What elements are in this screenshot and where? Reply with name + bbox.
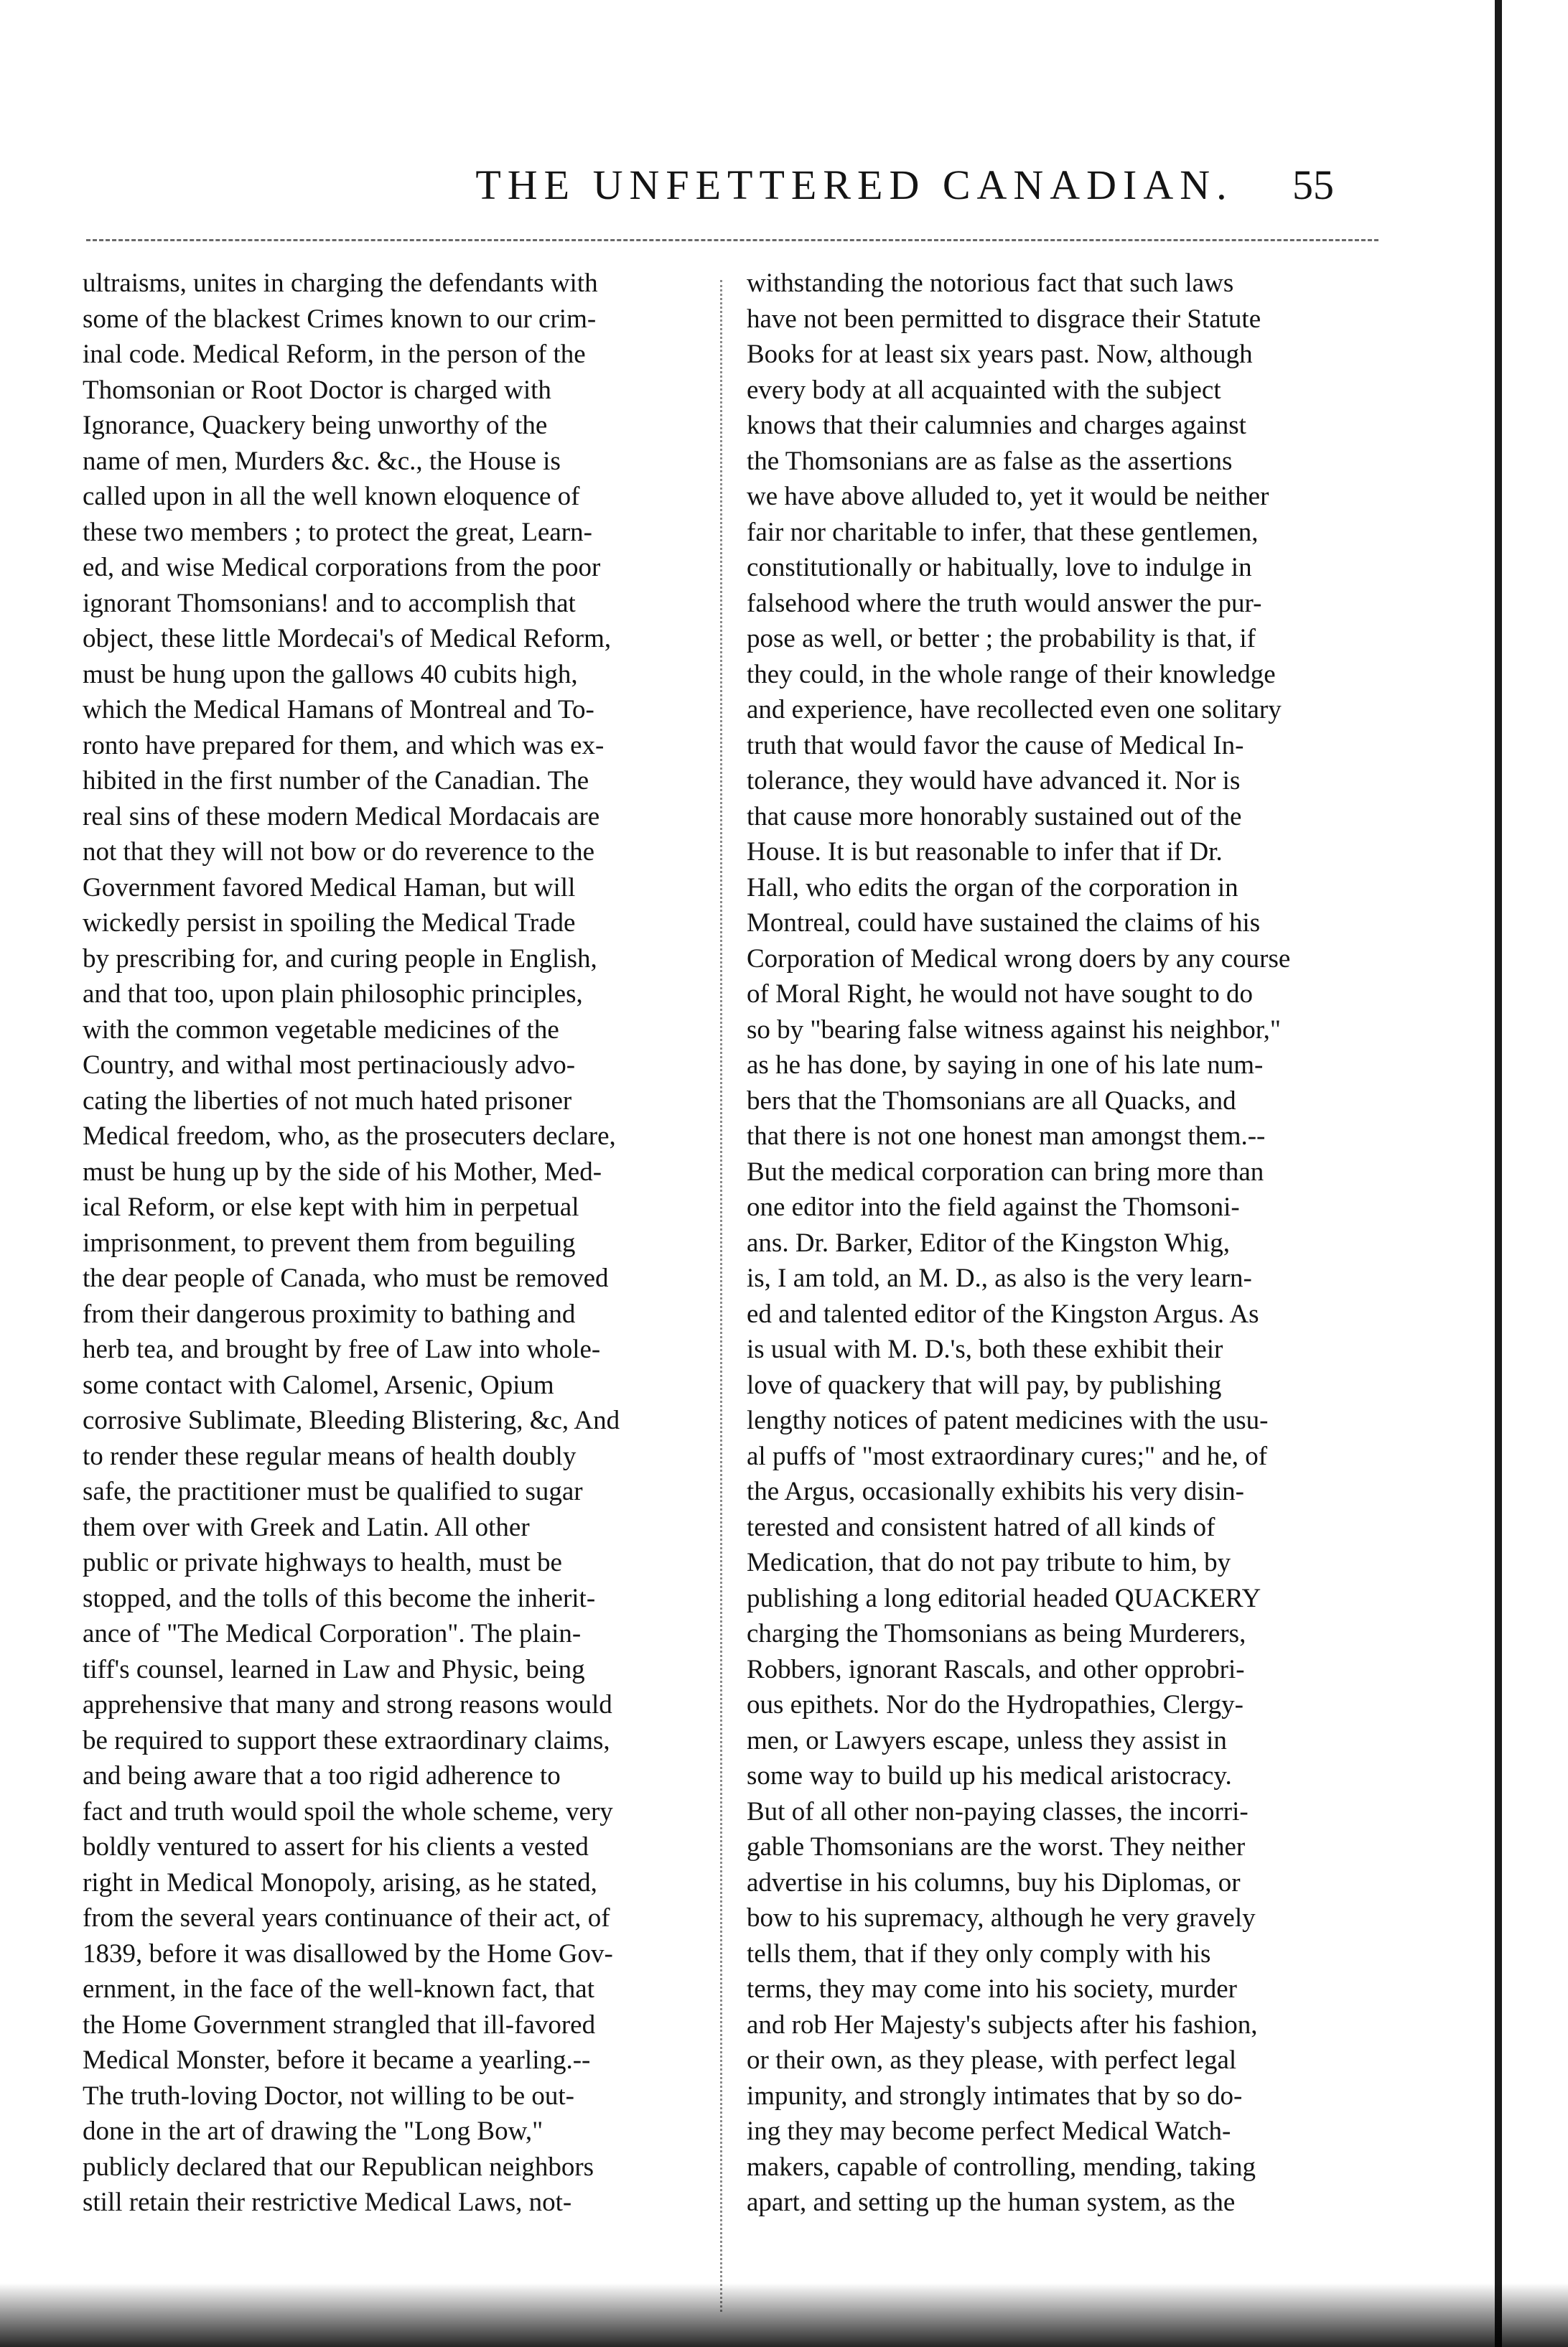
text-line: and experience, have recollected even one solitary [747, 695, 1282, 724]
text-line: the Home Government strangled that ill-favored [83, 2010, 596, 2040]
text-line: cating the liberties of not much hated prisoner [83, 1086, 572, 1116]
text-line: that there is not one honest man amongst them.-- [747, 1121, 1266, 1151]
text-line: called upon in all the well known eloquence of [83, 482, 580, 511]
header-rule [86, 239, 1378, 241]
text-line: bow to his supremacy, although he very gravely [747, 1903, 1256, 1933]
text-line: corrosive Sublimate, Bleeding Blistering, &c, And [83, 1406, 620, 1435]
text-line: advertise in his columns, buy his Diplomas, or [747, 1867, 1241, 1898]
text-line: ed and talented editor of the Kingston Argus. As [747, 1299, 1259, 1329]
text-line: ignorant Thomsonians! and to accomplish that [83, 588, 576, 618]
text-line: tells them, that if they only comply with his [747, 1938, 1211, 1969]
text-line: truth that would favor the cause of Medical In- [747, 730, 1244, 760]
text-line: pose as well, or better ; the probability is that, if [747, 624, 1256, 653]
text-line: imprisonment, to prevent them from beguiling [83, 1228, 576, 1258]
text-line: is, I am told, an M. D., as also is the very learn- [747, 1264, 1252, 1293]
text-line: knows that their calumnies and charges against [747, 411, 1246, 440]
text-line: ed, and wise Medical corporations from the poor [83, 553, 601, 582]
text-line: still retain their restrictive Medical Laws, not- [83, 2188, 572, 2217]
column-divider [720, 280, 722, 2312]
text-line: must be hung upon the gallows 40 cubits high, [83, 659, 578, 689]
text-line: or their own, as they please, with perfect legal [747, 2045, 1237, 2075]
text-line: by prescribing for, and curing people in English, [83, 943, 597, 974]
text-line: apart, and setting up the human system, as the [747, 2188, 1236, 2217]
text-line: that cause more honorably sustained out of the [747, 801, 1242, 831]
text-line: stopped, and the tolls of this become the inherit- [83, 1583, 596, 1613]
page-edge-border [1495, 0, 1502, 2347]
text-line: is usual with M. D.'s, both these exhibit their [747, 1335, 1223, 1364]
text-line: done in the art of drawing the "Long Bow," [83, 2117, 543, 2146]
text-line: inal code. Medical Reform, in the person of the [83, 340, 586, 369]
text-line: The truth-loving Doctor, not willing to be out- [83, 2081, 574, 2111]
text-line: safe, the practitioner must be qualified to sugar [83, 1477, 583, 1506]
running-title: THE UNFETTERED CANADIAN. [475, 162, 1233, 208]
text-line: name of men, Murders &c. &c., the House is [83, 446, 561, 476]
text-line: charging the Thomsonians as being Murderers, [747, 1619, 1246, 1648]
text-line: every body at all acquainted with the subject [747, 375, 1221, 405]
text-line: men, or Lawyers escape, unless they assist in [747, 1725, 1227, 1755]
text-line: from the several years continuance of their act, of [83, 1903, 610, 1933]
text-line: must be hung up by the side of his Mother, Med- [83, 1157, 602, 1187]
text-line: we have above alluded to, yet it would be neither [747, 482, 1269, 511]
text-line: Thomsonian or Root Doctor is charged with [83, 375, 551, 405]
text-line: impunity, and strongly intimates that by so do- [747, 2081, 1243, 2111]
text-line: constitutionally or habitually, love to indulge in [747, 553, 1252, 582]
text-line: some of the blackest Crimes known to our crim- [83, 304, 597, 334]
text-line: right in Medical Monopoly, arising, as he stated, [83, 1867, 597, 1898]
text-line: have not been permitted to disgrace their Statute [747, 304, 1261, 334]
text-line: publishing a long editorial headed QUACKERY [747, 1583, 1261, 1613]
text-line: Medical Monster, before it became a yearling.-- [83, 2045, 591, 2075]
text-line: falsehood where the truth would answer the pur- [747, 588, 1262, 618]
text-line: Medication, that do not pay tribute to him, by [747, 1548, 1231, 1577]
text-line: ernment, in the face of the well-known fact, that [83, 1974, 594, 2004]
text-line: gable Thomsonians are the worst. They neither [747, 1832, 1246, 1862]
text-line: them over with Greek and Latin. All other [83, 1512, 530, 1542]
text-line: ical Reform, or else kept with him in perpetual [83, 1193, 579, 1222]
text-line: But the medical corporation can bring more than [747, 1157, 1264, 1187]
text-line: ance of "The Medical Corporation". The plain- [83, 1619, 582, 1648]
text-line: the Thomsonians are as false as the assertions [747, 446, 1233, 476]
text-line: with the common vegetable medicines of the [83, 1014, 559, 1045]
text-line: terms, they may come into his society, murder [747, 1974, 1237, 2004]
text-line: withstanding the notorious fact that such laws [747, 269, 1234, 298]
text-line: so by "bearing false witness against his neighbor," [747, 1014, 1281, 1045]
text-line: fact and truth would spoil the whole scheme, very [83, 1796, 613, 1826]
text-line: and that too, upon plain philosophic principles, [83, 979, 583, 1009]
text-line: and rob Her Majesty's subjects after his fashion, [747, 2010, 1258, 2040]
text-line: ronto have prepared for them, and which was ex- [83, 730, 605, 760]
text-line: Ignorance, Quackery being unworthy of the [83, 411, 548, 440]
text-line: these two members ; to protect the great, Learn- [83, 517, 592, 547]
text-line: lengthy notices of patent medicines with the usu- [747, 1406, 1269, 1435]
text-line: al puffs of "most extraordinary cures;" and he, of [747, 1441, 1268, 1471]
text-line: one editor into the field against the Thomsoni- [747, 1193, 1240, 1222]
page-number: 55 [1292, 162, 1334, 208]
page-header [0, 157, 1568, 214]
text-line: public or private highways to health, must be [83, 1548, 562, 1577]
left-text-column [83, 266, 693, 2221]
text-line: Corporation of Medical wrong doers by any course [747, 943, 1291, 974]
text-line: ans. Dr. Barker, Editor of the Kingston Whig, [747, 1228, 1230, 1258]
text-line: ous epithets. Nor do the Hydropathies, Clergy- [747, 1690, 1243, 1720]
text-line: terested and consistent hatred of all kinds of [747, 1512, 1215, 1542]
text-line: the Argus, occasionally exhibits his very disin- [747, 1477, 1244, 1506]
text-line: some contact with Calomel, Arsenic, Opium [83, 1370, 554, 1400]
text-line: wickedly persist in spoiling the Medical Trade [83, 908, 576, 938]
text-line: tolerance, they would have advanced it. Nor is [747, 766, 1241, 795]
text-line: 1839, before it was disallowed by the Home Gov- [83, 1938, 613, 1969]
text-line: to render these regular means of health doubly [83, 1441, 577, 1471]
text-line: But of all other non-paying classes, the incorri- [747, 1796, 1249, 1826]
text-line: ultraisms, unites in charging the defendants with [83, 269, 598, 298]
text-line: of Moral Right, he would not have sought to do [747, 979, 1253, 1009]
text-line: bers that the Thomsonians are all Quacks, and [747, 1086, 1236, 1116]
text-line: Country, and withal most pertinaciously advo- [83, 1050, 576, 1080]
text-line: object, these little Mordecai's of Medical Reform, [83, 624, 612, 653]
text-line: be required to support these extraordinary claims, [83, 1725, 610, 1755]
text-line: love of quackery that will pay, by publishing [747, 1370, 1222, 1400]
text-line: some way to build up his medical aristocracy. [747, 1761, 1232, 1791]
text-line: the dear people of Canada, who must be removed [83, 1264, 609, 1293]
text-line: ing they may become perfect Medical Watch- [747, 2117, 1231, 2146]
text-line: publicly declared that our Republican neighbors [83, 2152, 594, 2182]
text-line: Medical freedom, who, as the prosecuters declare, [83, 1121, 616, 1151]
scan-bottom-shadow [0, 2283, 1568, 2347]
text-line: hibited in the first number of the Canadian. The [83, 766, 589, 795]
text-line: fair nor charitable to infer, that these gentlemen, [747, 517, 1259, 547]
text-line: Hall, who edits the organ of the corporation in [747, 872, 1238, 902]
right-text-column [747, 266, 1357, 2221]
text-line: not that they will not bow or do reverence to the [83, 837, 595, 867]
text-line: which the Medical Hamans of Montreal and To- [83, 695, 594, 724]
text-line: real sins of these modern Medical Mordacais are [83, 801, 600, 831]
text-line: apprehensive that many and strong reasons would [83, 1690, 612, 1720]
text-line: makers, capable of controlling, mending, taking [747, 2152, 1256, 2182]
text-line: boldly ventured to assert for his clients a vested [83, 1832, 589, 1862]
text-line: Books for at least six years past. Now, although [747, 340, 1253, 369]
text-line: as he has done, by saying in one of his late num- [747, 1050, 1264, 1080]
text-line: from their dangerous proximity to bathing and [83, 1299, 576, 1329]
text-line: Government favored Medical Haman, but will [83, 872, 576, 902]
text-line: and being aware that a too rigid adherence to [83, 1761, 561, 1791]
text-line: Montreal, could have sustained the claims of his [747, 908, 1261, 938]
text-line: herb tea, and brought by free of Law into whole- [83, 1335, 601, 1364]
text-line: they could, in the whole range of their knowledge [747, 659, 1276, 689]
text-line: tiff's counsel, learned in Law and Physic, being [83, 1654, 585, 1684]
text-line: House. It is but reasonable to infer that if Dr. [747, 837, 1223, 867]
text-line: Robbers, ignorant Rascals, and other opprobri- [747, 1654, 1245, 1684]
